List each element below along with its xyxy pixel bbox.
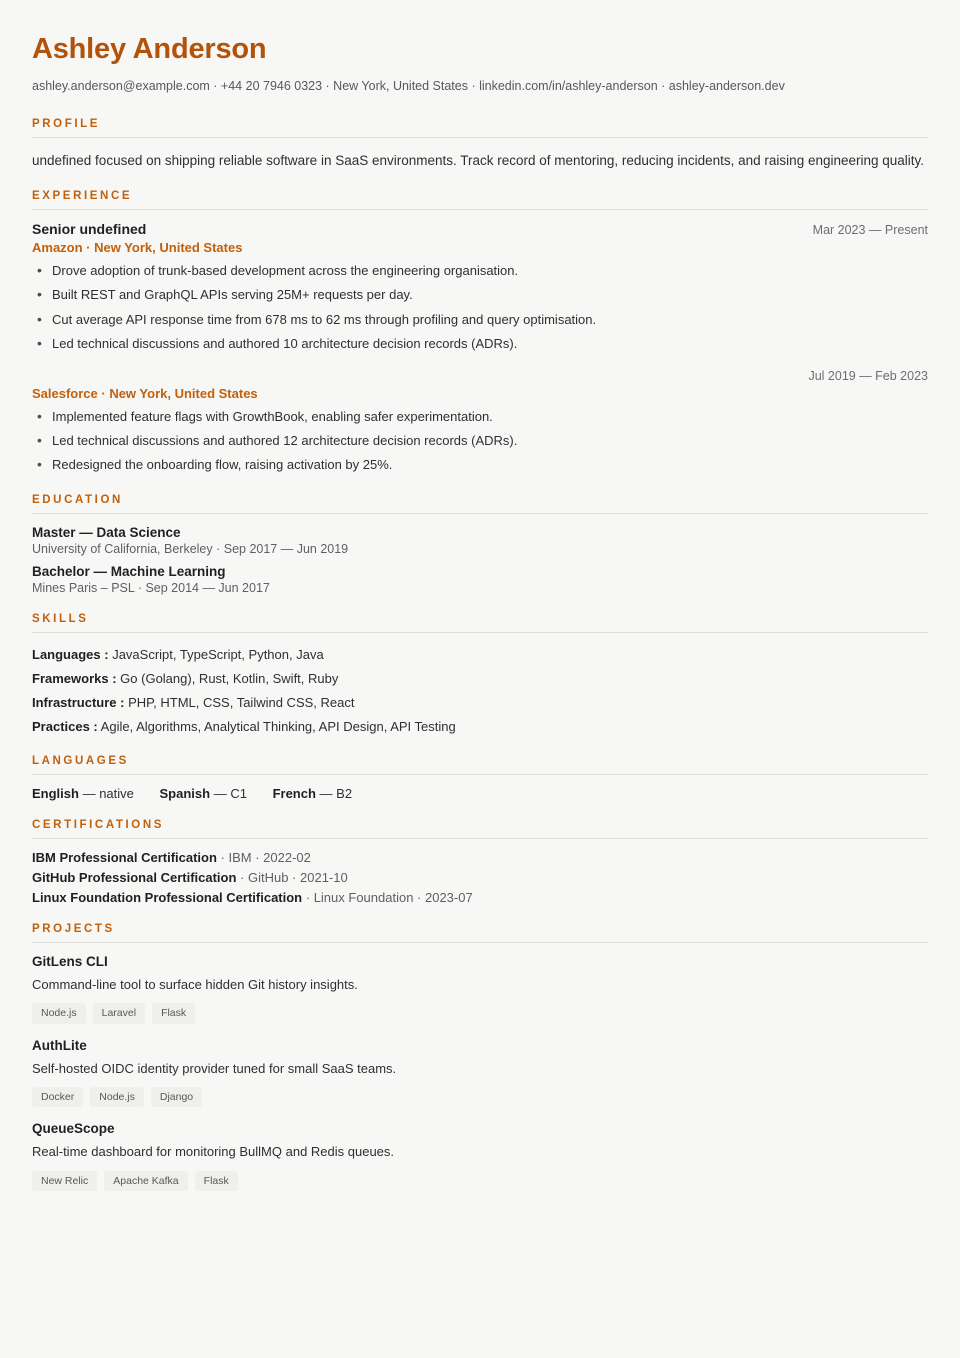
job-company: Amazon · New York, United States bbox=[32, 239, 243, 255]
project-tag: Django bbox=[151, 1087, 202, 1108]
skill-row bbox=[32, 716, 928, 737]
section-skills bbox=[32, 613, 928, 737]
job-company: Salesforce · New York, United States bbox=[32, 385, 258, 401]
job-bullet: • Implemented feature flags with GrowthBook, enabling safer experimentation. bbox=[32, 406, 928, 427]
job-dates: Jul 2019 — Feb 2023 bbox=[808, 368, 928, 383]
education-item bbox=[32, 525, 928, 556]
section-certifications bbox=[32, 819, 928, 905]
experience-item bbox=[32, 221, 928, 355]
contact-line: ashley.anderson@example.com · +44 20 7946 0323 · New York, United States · linkedin.com/in/ashley-anderson · ashley-anderson.dev bbox=[32, 78, 785, 93]
job-bullet: • Cut average API response time from 678 ms to 62 ms through profiling and query optimisation. bbox=[32, 309, 928, 330]
certification-meta: · GitHub · 2021-10 bbox=[240, 870, 348, 886]
skill-value: JavaScript, TypeScript, Python, Java bbox=[112, 646, 324, 662]
project-tags bbox=[32, 1171, 928, 1192]
project-tags bbox=[32, 1087, 928, 1108]
job-bullet: • Drove adoption of trunk-based development across the engineering organisation. bbox=[32, 260, 928, 281]
section-title-profile: PROFILE bbox=[32, 118, 928, 138]
project-tag: Flask bbox=[152, 1003, 195, 1024]
project-tag: Node.js bbox=[32, 1003, 86, 1024]
certification-name: IBM Professional Certification bbox=[32, 850, 217, 866]
language-level: — B2 bbox=[319, 786, 353, 802]
project-item bbox=[32, 1038, 928, 1108]
project-tag: Laravel bbox=[93, 1003, 145, 1024]
project-description: Command-line tool to surface hidden Git history insights. bbox=[32, 977, 358, 993]
job-bullet: • Redesigned the onboarding flow, raising activation by 25%. bbox=[32, 454, 928, 475]
project-tag: Docker bbox=[32, 1087, 83, 1108]
project-item bbox=[32, 1121, 928, 1191]
section-profile bbox=[32, 118, 928, 172]
project-item bbox=[32, 954, 928, 1024]
section-title-languages: LANGUAGES bbox=[32, 755, 928, 775]
section-experience bbox=[32, 190, 928, 476]
project-name: GitLens CLI bbox=[32, 954, 108, 970]
language-level: — native bbox=[82, 786, 134, 802]
job-bullets bbox=[32, 406, 928, 476]
job-bullet: • Led technical discussions and authored 10 architecture decision records (ADRs). bbox=[32, 333, 928, 354]
education-degree: Bachelor — Machine Learning bbox=[32, 563, 226, 579]
project-name: AuthLite bbox=[32, 1037, 87, 1053]
language-item bbox=[160, 786, 251, 801]
skill-row bbox=[32, 644, 928, 665]
profile-summary: undefined focused on shipping reliable software in SaaS environments. Track record of mentoring, reducing incidents, and raising engineering quality. bbox=[32, 152, 925, 168]
project-name: QueueScope bbox=[32, 1121, 115, 1137]
job-title: Senior undefined bbox=[32, 220, 147, 237]
section-languages bbox=[32, 755, 928, 801]
job-bullet: • Led technical discussions and authored 12 architecture decision records (ADRs). bbox=[32, 430, 928, 451]
language-level: — C1 bbox=[213, 786, 247, 802]
project-tag: Flask bbox=[195, 1171, 238, 1192]
language-item bbox=[273, 786, 352, 801]
skill-value: PHP, HTML, CSS, Tailwind CSS, React bbox=[128, 694, 355, 710]
language-item bbox=[32, 786, 138, 801]
job-dates: Mar 2023 — Present bbox=[812, 222, 928, 237]
education-item bbox=[32, 564, 928, 595]
project-tag: New Relic bbox=[32, 1171, 97, 1192]
experience-item bbox=[32, 369, 928, 476]
education-degree: Master — Data Science bbox=[32, 524, 181, 540]
project-tag: Node.js bbox=[90, 1087, 144, 1108]
section-title-skills: SKILLS bbox=[32, 613, 928, 633]
section-title-projects: PROJECTS bbox=[32, 923, 928, 943]
section-title-education: EDUCATION bbox=[32, 494, 928, 514]
project-tags bbox=[32, 1003, 928, 1024]
candidate-name: Ashley Anderson bbox=[32, 33, 267, 65]
language-name: Spanish bbox=[159, 786, 211, 802]
experience-head bbox=[32, 369, 928, 383]
job-bullets bbox=[32, 260, 928, 355]
certification-item bbox=[32, 870, 928, 885]
certification-item bbox=[32, 890, 928, 905]
certification-item bbox=[32, 850, 928, 865]
skill-row bbox=[32, 668, 928, 689]
language-name: French bbox=[272, 786, 316, 802]
section-education bbox=[32, 494, 928, 595]
education-meta: Mines Paris – PSL · Sep 2014 — Jun 2017 bbox=[32, 580, 270, 595]
project-description: Self-hosted OIDC identity provider tuned for small SaaS teams. bbox=[32, 1060, 397, 1076]
skill-value: Agile, Algorithms, Analytical Thinking, API Design, API Testing bbox=[100, 718, 456, 734]
section-title-certifications: CERTIFICATIONS bbox=[32, 819, 928, 839]
skill-label: Practices : bbox=[32, 718, 98, 734]
certification-name: GitHub Professional Certification bbox=[32, 870, 237, 886]
project-tag: Apache Kafka bbox=[104, 1171, 187, 1192]
skill-label: Frameworks : bbox=[32, 670, 117, 686]
section-projects bbox=[32, 923, 928, 1191]
skill-label: Languages : bbox=[32, 646, 109, 662]
skill-row bbox=[32, 692, 928, 713]
certification-name: Linux Foundation Professional Certification bbox=[32, 890, 303, 906]
certification-meta: · Linux Foundation · 2023-07 bbox=[305, 890, 473, 906]
languages-row bbox=[32, 786, 928, 801]
section-title-experience: EXPERIENCE bbox=[32, 190, 928, 210]
language-name: English bbox=[32, 786, 79, 802]
skill-value: Go (Golang), Rust, Kotlin, Swift, Ruby bbox=[120, 670, 339, 686]
experience-head bbox=[32, 221, 928, 237]
skill-label: Infrastructure : bbox=[32, 694, 125, 710]
certification-meta: · IBM · 2022-02 bbox=[220, 850, 311, 866]
resume-header bbox=[32, 32, 928, 96]
project-description: Real-time dashboard for monitoring BullMQ and Redis queues. bbox=[32, 1144, 395, 1160]
job-bullet: • Built REST and GraphQL APIs serving 25M+ requests per day. bbox=[32, 284, 928, 305]
education-meta: University of California, Berkeley · Sep 2017 — Jun 2019 bbox=[32, 541, 349, 556]
